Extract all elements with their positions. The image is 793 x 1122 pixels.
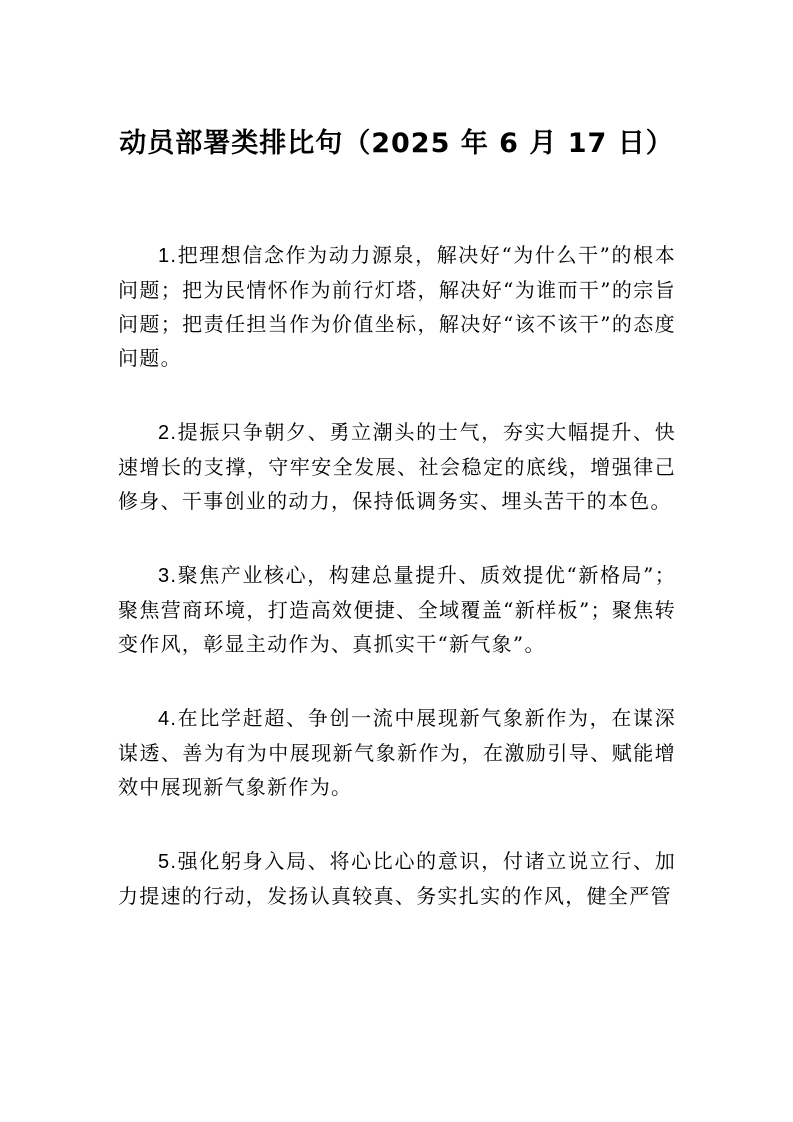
- paragraph-number: 2.: [158, 422, 178, 444]
- paragraph-4: [118, 701, 676, 804]
- paragraph-number: 3.: [158, 565, 178, 587]
- paragraph-text: 提振只争朝夕、勇立潮头的士气，夯实大幅提升、快速增长的支撑，守牢安全发展、社会稳定的底线，增强律己修身、干事创业的动力，保持低调务实、埋头苦干的本色。: [118, 420, 676, 513]
- paragraph-text: 在比学赶超、争创一流中展现新气象新作为，在谋深谋透、善为有为中展现新气象新作为，在激励引导、赋能增效中展现新气象新作为。: [118, 706, 676, 799]
- paragraph-2: [118, 415, 676, 518]
- paragraph-number: 1.: [158, 245, 178, 267]
- paragraph-3: [118, 558, 676, 661]
- document-body: [118, 238, 676, 953]
- paragraph-text: 把理想信念作为动力源泉，解决好“为什么干”的根本问题；把为民情怀作为前行灯塔，解决好“为谁而干”的宗旨问题；把责任担当作为价值坐标，解决好“该不该干”的态度问题。: [118, 243, 676, 370]
- paragraph-text: 强化躬身入局、将心比心的意识，付诸立说立行、加力提速的行动，发扬认真较真、务实扎实的作风，健全严管: [118, 849, 676, 908]
- paragraph-5: [118, 844, 676, 913]
- paragraph-number: 5.: [158, 851, 178, 873]
- paragraph-number: 4.: [158, 708, 178, 730]
- page-title: 动员部署类排比句（2025 年 6 月 17 日）: [119, 128, 674, 159]
- paragraph-text: 聚焦产业核心，构建总量提升、质效提优“新格局”；聚焦营商环境，打造高效便捷、全域覆盖“新样板”；聚焦转变作风，彰显主动作为、真抓实干“新气象”。: [118, 563, 676, 656]
- paragraph-1: [118, 238, 676, 375]
